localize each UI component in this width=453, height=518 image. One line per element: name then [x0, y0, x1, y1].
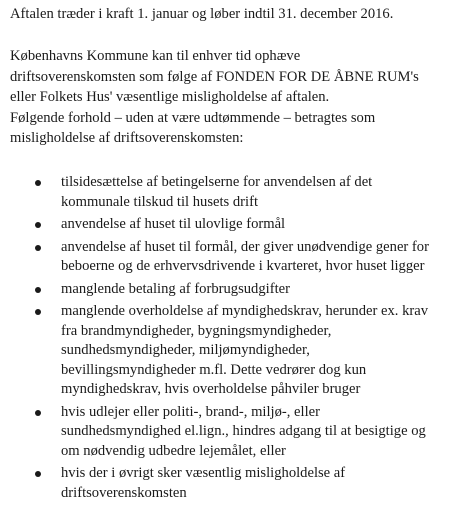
list-item — [0, 238, 446, 277]
text-line: tilsidesættelse af betingelserne for anvendelsen af det — [61, 174, 373, 190]
intro-paragraph — [10, 4, 450, 25]
text-line: driftsoverenskomsten — [61, 484, 187, 501]
text-line: kommunale tilskud til husets drift — [61, 193, 259, 210]
bullet-icon — [35, 245, 41, 251]
text-line: sundhedsmyndighed el.lign., hindres adgang til at besigtige og — [61, 423, 426, 439]
text-line: driftsoverenskomsten som følge af FONDEN FOR DE ÅBNE RUM's — [10, 68, 419, 85]
text-line: anvendelse af huset til formål, der giver unødvendige gener for — [61, 238, 429, 255]
bullet-icon — [35, 287, 41, 293]
text-line: myndighedskrav, hvis overholdelse påhviler bruger — [61, 381, 361, 397]
text-line: hvis der i øvrigt sker væsentlig misligholdelse af — [61, 465, 346, 481]
text-line: eller Folkets Hus' væsentlige misligholdelse af aftalen. — [10, 89, 330, 105]
text-line: Aftalen træder i kraft 1. januar og løber indtil 31. december 2016. — [10, 6, 394, 22]
bullet-icon — [35, 410, 41, 416]
list-item — [0, 302, 446, 400]
termination-paragraph — [10, 46, 450, 149]
list-item — [0, 173, 446, 212]
list-item — [0, 215, 446, 235]
text-line: om nødvendig udbedre lejemålet, eller — [61, 442, 286, 459]
text-line: misligholdelse af driftsoverenskomsten: — [10, 130, 244, 146]
bullet-icon — [35, 180, 41, 186]
text-line: hvis udlejer eller politi-, brand-, miljø-, eller — [61, 403, 320, 420]
text-line: fra brandmyndigheder, bygningsmyndigheder, — [61, 322, 332, 339]
list-item — [0, 280, 446, 300]
text-line: manglende betaling af forbrugsudgifter — [61, 280, 290, 297]
bullet-icon — [35, 309, 41, 315]
bullet-icon — [35, 222, 41, 228]
text-line: manglende overholdelse af myndighedskrav, herunder ex. krav — [61, 303, 429, 319]
text-line: anvendelse af huset til ulovlige formål — [61, 216, 286, 232]
text-line: bevillingsmyndigheder m.fl. Dette vedrører dog kun — [61, 361, 367, 378]
text-line: Københavns Kommune kan til enhver tid ophæve — [10, 48, 301, 64]
text-line: sundhedsmyndigheder, miljømyndigheder, — [61, 342, 310, 358]
list-item — [0, 403, 446, 462]
text-line: beboerne og de erhvervsdrivende i kvarteret, hvor huset ligger — [61, 258, 425, 274]
bullet-icon — [35, 471, 41, 477]
breach-list — [0, 173, 453, 506]
list-item — [0, 464, 446, 503]
text-line: Følgende forhold – uden at være udtømmende – betragtes som — [10, 109, 376, 126]
